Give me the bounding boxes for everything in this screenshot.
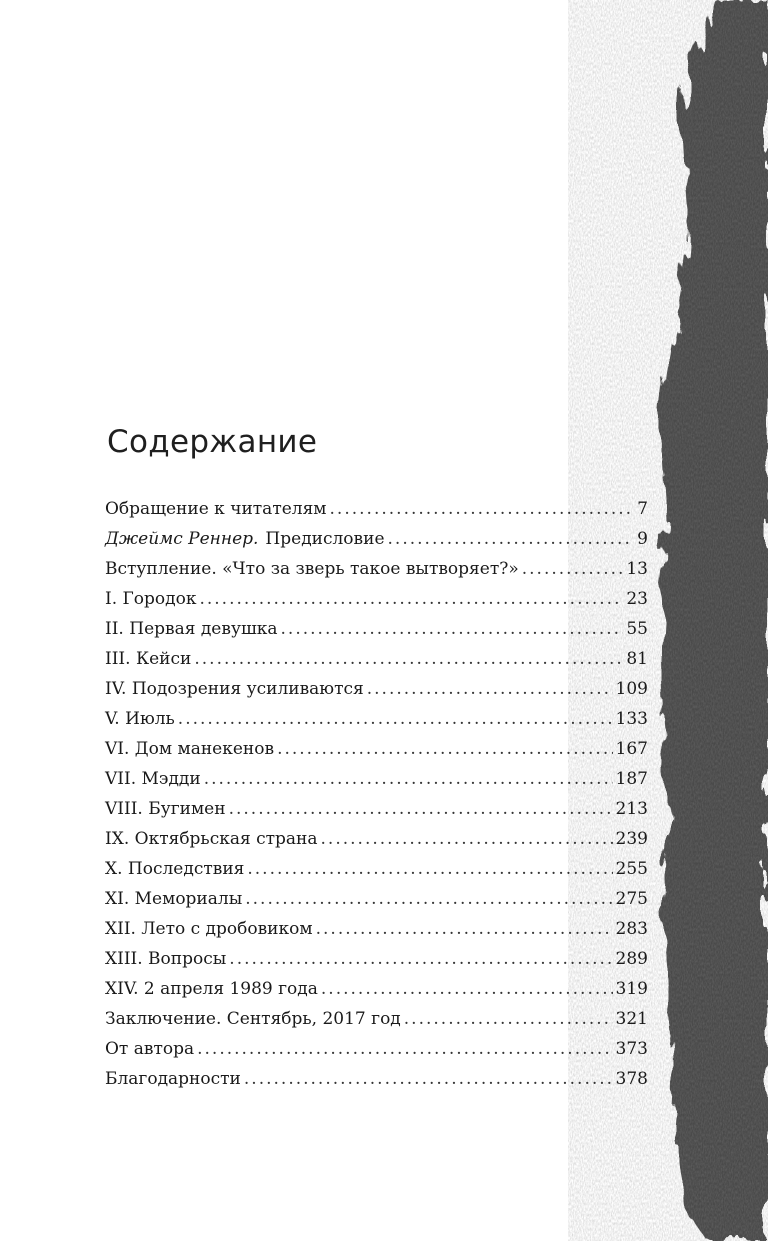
toc-entry-page-number: 9 bbox=[637, 529, 648, 549]
toc-entry-page-number: 239 bbox=[615, 829, 648, 849]
toc-leader-dots bbox=[388, 524, 633, 554]
toc-entry[interactable] bbox=[105, 554, 648, 584]
table-of-contents bbox=[105, 494, 648, 1094]
toc-entry[interactable] bbox=[105, 704, 648, 734]
toc-leader-dots bbox=[229, 794, 613, 824]
toc-entry[interactable] bbox=[105, 884, 648, 914]
toc-entry[interactable] bbox=[105, 824, 648, 854]
toc-entry-title: V. Июль bbox=[105, 709, 175, 729]
toc-entry[interactable] bbox=[105, 1004, 648, 1034]
toc-entry-title: X. Последствия bbox=[105, 859, 245, 879]
toc-entry-label bbox=[105, 974, 318, 1004]
toc-entry-label bbox=[105, 1064, 241, 1094]
toc-entry[interactable] bbox=[105, 1034, 648, 1064]
toc-entry[interactable] bbox=[105, 914, 648, 944]
toc-entry-title: XIII. Вопросы bbox=[105, 949, 227, 969]
toc-entry-title: Благодарности bbox=[105, 1069, 241, 1089]
toc-entry-page-number: 289 bbox=[615, 949, 648, 969]
toc-entry-page-number: 255 bbox=[615, 859, 648, 879]
toc-leader-dots bbox=[247, 854, 612, 884]
toc-leader-dots bbox=[522, 554, 624, 584]
toc-entry[interactable] bbox=[105, 674, 648, 704]
toc-entry-label bbox=[105, 764, 201, 794]
toc-entry[interactable] bbox=[105, 794, 648, 824]
toc-entry[interactable] bbox=[105, 974, 648, 1004]
toc-entry-title: III. Кейси bbox=[105, 649, 192, 669]
toc-entry[interactable] bbox=[105, 1064, 648, 1094]
toc-entry-title: Заключение. Сентябрь, 2017 год bbox=[105, 1009, 401, 1029]
toc-leader-dots bbox=[330, 494, 633, 524]
toc-entry-page-number: 55 bbox=[626, 619, 648, 639]
toc-entry-title: XI. Мемориалы bbox=[105, 889, 243, 909]
toc-entry-label bbox=[105, 794, 226, 824]
toc-entry-title: I. Городок bbox=[105, 589, 197, 609]
toc-entry-label bbox=[105, 614, 278, 644]
toc-entry[interactable] bbox=[105, 644, 648, 674]
toc-entry-title: Вступление. «Что за зверь такое вытворяет?» bbox=[105, 559, 519, 579]
toc-entry-page-number: 81 bbox=[626, 649, 648, 669]
toc-entry[interactable] bbox=[105, 854, 648, 884]
toc-entry-title: VIII. Бугимен bbox=[105, 799, 226, 819]
toc-entry-label bbox=[105, 734, 274, 764]
toc-entry-label bbox=[105, 644, 191, 674]
toc-entry-page-number: 373 bbox=[615, 1039, 648, 1059]
toc-entry[interactable] bbox=[105, 584, 648, 614]
toc-leader-dots bbox=[178, 704, 613, 734]
toc-entry-title: II. Первая девушка bbox=[105, 619, 278, 639]
toc-entry-title: IX. Октябрьская страна bbox=[105, 829, 318, 849]
toc-entry-label bbox=[105, 584, 196, 614]
toc-entry-label bbox=[105, 1004, 401, 1034]
toc-entry-label bbox=[105, 554, 519, 584]
toc-entry-page-number: 213 bbox=[615, 799, 648, 819]
toc-entry-label bbox=[105, 944, 226, 974]
toc-entry-title: VII. Мэдди bbox=[105, 769, 201, 789]
toc-entry[interactable] bbox=[105, 614, 648, 644]
toc-entry[interactable] bbox=[105, 494, 648, 524]
toc-leader-dots bbox=[367, 674, 613, 704]
toc-leader-dots bbox=[204, 764, 613, 794]
toc-leader-dots bbox=[194, 644, 623, 674]
page-title: Содержание bbox=[107, 424, 318, 460]
toc-entry-label bbox=[105, 674, 364, 704]
toc-leader-dots bbox=[197, 1034, 612, 1064]
toc-entry-title: VI. Дом манекенов bbox=[105, 739, 275, 759]
toc-entry-title: XII. Лето с дробовиком bbox=[105, 919, 313, 939]
toc-entry-page-number: 275 bbox=[615, 889, 648, 909]
toc-leader-dots bbox=[244, 1064, 613, 1094]
toc-entry-page-number: 133 bbox=[615, 709, 648, 729]
toc-entry-page-number: 319 bbox=[615, 979, 648, 999]
toc-leader-dots bbox=[245, 884, 612, 914]
toc-entry-title: Обращение к читателям bbox=[105, 499, 327, 519]
toc-entry-page-number: 167 bbox=[615, 739, 648, 759]
toc-leader-dots bbox=[229, 944, 612, 974]
toc-entry-label bbox=[105, 1034, 194, 1064]
toc-leader-dots bbox=[321, 974, 613, 1004]
toc-entry-label bbox=[105, 914, 313, 944]
toc-entry-label bbox=[105, 854, 244, 884]
toc-entry-page-number: 109 bbox=[615, 679, 648, 699]
toc-leader-dots bbox=[277, 734, 612, 764]
toc-entry-page-number: 187 bbox=[615, 769, 648, 789]
toc-entry-page-number: 23 bbox=[626, 589, 648, 609]
toc-entry[interactable] bbox=[105, 524, 648, 554]
toc-leader-dots bbox=[281, 614, 624, 644]
toc-entry-page-number: 321 bbox=[615, 1009, 648, 1029]
toc-entry-page-number: 13 bbox=[626, 559, 648, 579]
toc-leader-dots bbox=[321, 824, 613, 854]
toc-entry-label bbox=[105, 494, 327, 524]
toc-leader-dots bbox=[199, 584, 623, 614]
toc-entry-title: Предисловие bbox=[265, 529, 385, 549]
toc-entry-page-number: 378 bbox=[615, 1069, 648, 1089]
toc-entry[interactable] bbox=[105, 764, 648, 794]
toc-entry-page-number: 283 bbox=[615, 919, 648, 939]
toc-entry[interactable] bbox=[105, 944, 648, 974]
toc-entry-page-number: 7 bbox=[637, 499, 648, 519]
toc-entry-title: IV. Подозрения усиливаются bbox=[105, 679, 364, 699]
toc-leader-dots bbox=[404, 1004, 613, 1034]
toc-entry-title: От автора bbox=[105, 1039, 195, 1059]
toc-entry-title: XIV. 2 апреля 1989 года bbox=[105, 979, 318, 999]
toc-entry[interactable] bbox=[105, 734, 648, 764]
toc-entry-label bbox=[105, 884, 242, 914]
toc-entry-label bbox=[105, 704, 175, 734]
toc-entry-label bbox=[105, 824, 318, 854]
toc-entry-label bbox=[105, 524, 385, 554]
toc-leader-dots bbox=[316, 914, 613, 944]
toc-entry-author: Джеймс Реннер. bbox=[105, 529, 259, 549]
